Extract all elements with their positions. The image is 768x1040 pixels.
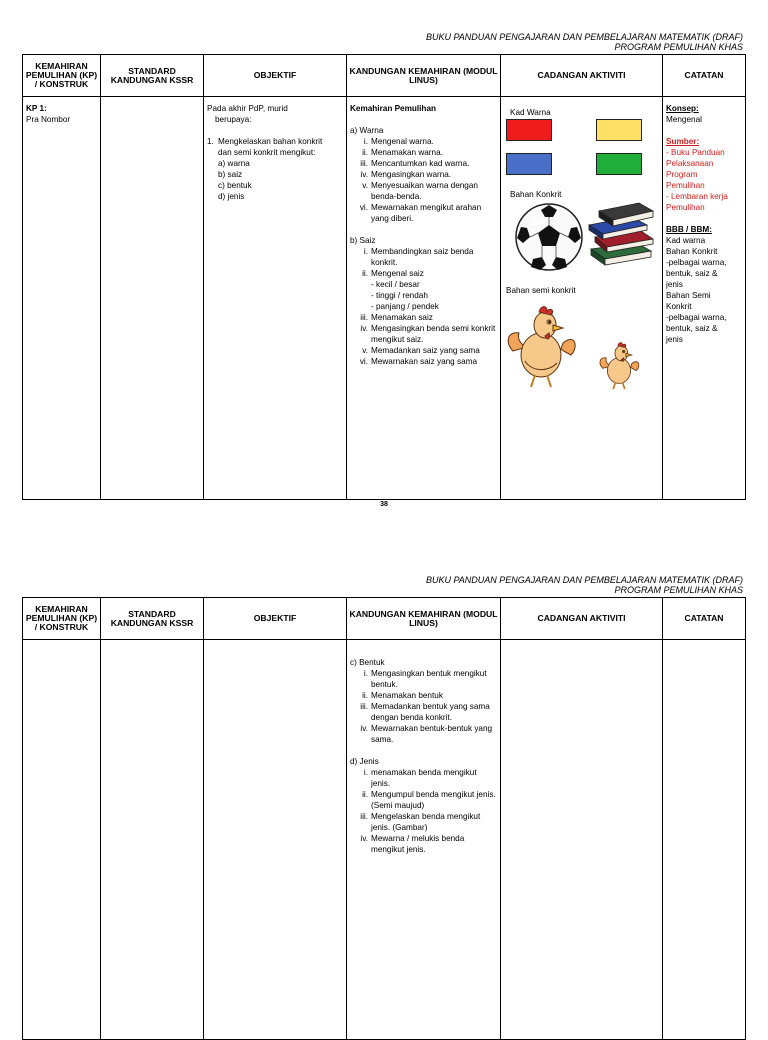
bbb-line: -pelbagai warna, bbox=[666, 258, 727, 267]
kp-cell bbox=[23, 640, 101, 1040]
skill-item: i. Membandingkan saiz benda konkrit. bbox=[363, 247, 474, 267]
col-header-notes: CATATAN bbox=[663, 598, 746, 640]
bbb-line: bentuk, saiz & bbox=[666, 324, 718, 333]
skill-item: v. Menyesuaikan warna dengan benda-benda. bbox=[362, 181, 478, 201]
skill-item: ii. Mengumpul benda mengikut jenis. (Semi maujud) bbox=[362, 790, 496, 810]
size-sub-item: - kecil / besar bbox=[371, 280, 420, 289]
page-number: 38 bbox=[380, 501, 388, 508]
skill-item: ii. Menamakan warna. bbox=[362, 148, 443, 157]
skills-section-title: c) Bentuk bbox=[350, 658, 385, 667]
bahan-konkrit-label: Bahan Konkrit bbox=[510, 190, 562, 199]
skills-heading: Kemahiran Pemulihan bbox=[350, 104, 436, 113]
objective-sub-item: b) saiz bbox=[218, 170, 243, 179]
skill-item: vi. Mewarnakan mengikut arahan yang diberi. bbox=[359, 203, 482, 223]
col-header-skills: KANDUNGAN KEMAHIRAN (MODUL LINUS) bbox=[347, 598, 501, 640]
blue-color-card bbox=[506, 153, 552, 175]
skill-item: i. Mengenal warna. bbox=[363, 137, 434, 146]
standard-cell bbox=[101, 640, 204, 1040]
bbb-line: -pelbagai warna, bbox=[666, 313, 727, 322]
header-title: BUKU PANDUAN PENGAJARAN DAN PEMBELAJARAN MATEMATIK (DRAF) bbox=[425, 575, 743, 585]
skills-section-title: a) Warna bbox=[350, 126, 384, 135]
kad-warna-label: Kad Warna bbox=[510, 108, 551, 117]
col-header-notes: CATATAN bbox=[663, 55, 746, 97]
skill-item: iii. Memadankan bentuk yang sama dengan benda konkrit. bbox=[360, 702, 490, 722]
col-header-activities: CADANGAN AKTIVITI bbox=[501, 598, 663, 640]
table-header-row bbox=[23, 598, 746, 640]
skill-item: iii. Mencantumkan kad warna. bbox=[360, 159, 470, 168]
table-header-row bbox=[23, 55, 746, 97]
skill-item: vi. Mewarnakan saiz yang sama bbox=[359, 357, 478, 366]
kp-title: KP 1: bbox=[26, 104, 47, 113]
bbb-line: Konkrit bbox=[666, 302, 692, 311]
activity-cell bbox=[501, 640, 663, 1040]
bbb-line: Bahan Konkrit bbox=[666, 247, 718, 256]
objective-item: 1. Mengkelaskan bahan konkrit dan semi konkrit mengikut: bbox=[207, 137, 323, 157]
skills-section-title: d) Jenis bbox=[350, 757, 379, 766]
table-row bbox=[23, 97, 746, 500]
sumber-label: Sumber: bbox=[666, 137, 700, 146]
lesson-table-page-1 bbox=[22, 54, 746, 500]
skills-section-title: b) Saiz bbox=[350, 236, 376, 245]
col-header-objective: OBJEKTIF bbox=[204, 55, 347, 97]
skill-item: i. Mengasingkan bentuk mengikut bentuk. bbox=[363, 669, 487, 689]
green-color-card bbox=[596, 153, 642, 175]
chicken-large-icon bbox=[503, 303, 579, 391]
bbb-line: Kad warna bbox=[666, 236, 706, 245]
objective-cell bbox=[204, 97, 347, 500]
lesson-table-page-2 bbox=[22, 597, 746, 1040]
kp-name: Pra Nombor bbox=[26, 115, 71, 124]
bbb-line: bentuk, saiz & bbox=[666, 269, 718, 278]
skill-item: ii. Mengenal saiz bbox=[362, 269, 424, 278]
bbb-line: jenis bbox=[666, 280, 683, 289]
col-header-activities: CADANGAN AKTIVITI bbox=[501, 55, 663, 97]
skill-item: iv. Mengasingkan warna. bbox=[360, 170, 452, 179]
skill-item: i. menamakan benda mengikut jenis. bbox=[363, 768, 477, 788]
skill-item: iii. Mengelaskan benda mengikut jenis. (Gambar) bbox=[360, 812, 481, 832]
standard-cell bbox=[101, 97, 204, 500]
skills-cell bbox=[347, 97, 501, 500]
objective-intro: Pada akhir PdP, murid bbox=[207, 104, 288, 113]
skill-item: v. Memadankan saiz yang sama bbox=[362, 346, 480, 355]
header-title: BUKU PANDUAN PENGAJARAN DAN PEMBELAJARAN MATEMATIK (DRAF) bbox=[425, 32, 743, 42]
konsep-value: Mengenal bbox=[666, 115, 702, 124]
table-row bbox=[23, 640, 746, 1040]
objective-cell bbox=[204, 640, 347, 1040]
soccer-ball-icon bbox=[513, 201, 585, 273]
skills-cell bbox=[347, 640, 501, 1040]
col-header-skills: KANDUNGAN KEMAHIRAN (MODUL LINUS) bbox=[347, 55, 501, 97]
objective-intro-2: berupaya: bbox=[215, 115, 252, 124]
objective-sub-item: d) jenis bbox=[218, 192, 245, 201]
activity-cell bbox=[501, 97, 663, 500]
yellow-color-card bbox=[596, 119, 642, 141]
sumber-line: Pemulihan bbox=[666, 181, 705, 190]
notes-cell bbox=[663, 97, 746, 500]
col-header-kp: KEMAHIRAN PEMULIHAN (KP) / KONSTRUK bbox=[23, 598, 101, 640]
chicken-small-icon bbox=[597, 340, 641, 392]
skill-item: iv. Mengasingkan benda semi konkrit mengikut saiz. bbox=[360, 324, 496, 344]
col-header-objective: OBJEKTIF bbox=[204, 598, 347, 640]
sumber-line: Pelaksanaan bbox=[666, 159, 714, 168]
books-icon bbox=[585, 197, 657, 269]
konsep-label: Konsep: bbox=[666, 104, 699, 113]
col-header-kp: KEMAHIRAN PEMULIHAN (KP) / KONSTRUK bbox=[23, 55, 101, 97]
skill-item: ii. Menamakan bentuk bbox=[362, 691, 443, 700]
kp-cell bbox=[23, 97, 101, 500]
skill-item: iv. Mewarna / melukis benda mengikut jenis. bbox=[360, 834, 465, 854]
objective-sub-item: c) bentuk bbox=[218, 181, 252, 190]
header-subtitle: PROGRAM PEMULIHAN KHAS bbox=[614, 585, 743, 595]
skill-item: iv. Mewarnakan bentuk-bentuk yang sama. bbox=[360, 724, 493, 744]
bahan-semi-konkrit-label: Bahan semi konkrit bbox=[506, 286, 576, 295]
sumber-line: - Lembaran kerja bbox=[666, 192, 728, 201]
size-sub-item: - tinggi / rendah bbox=[371, 291, 428, 300]
skill-item: iii. Menamakan saiz bbox=[360, 313, 433, 322]
col-header-standard: STANDARD KANDUNGAN KSSR bbox=[101, 598, 204, 640]
col-header-standard: STANDARD KANDUNGAN KSSR bbox=[101, 55, 204, 97]
sumber-line: Pemulihan bbox=[666, 203, 705, 212]
bbb-line: Bahan Semi bbox=[666, 291, 711, 300]
objective-sub-item: a) warna bbox=[218, 159, 250, 168]
header-subtitle: PROGRAM PEMULIHAN KHAS bbox=[614, 42, 743, 52]
size-sub-item: - panjang / pendek bbox=[371, 302, 439, 311]
document-header bbox=[426, 32, 743, 52]
sumber-line: Program bbox=[666, 170, 698, 179]
red-color-card bbox=[506, 119, 552, 141]
notes-cell bbox=[663, 640, 746, 1040]
document-header bbox=[426, 575, 743, 595]
bbb-label: BBB / BBM: bbox=[666, 225, 712, 234]
sumber-line: - Buku Panduan bbox=[666, 148, 725, 157]
bbb-line: jenis bbox=[666, 335, 683, 344]
